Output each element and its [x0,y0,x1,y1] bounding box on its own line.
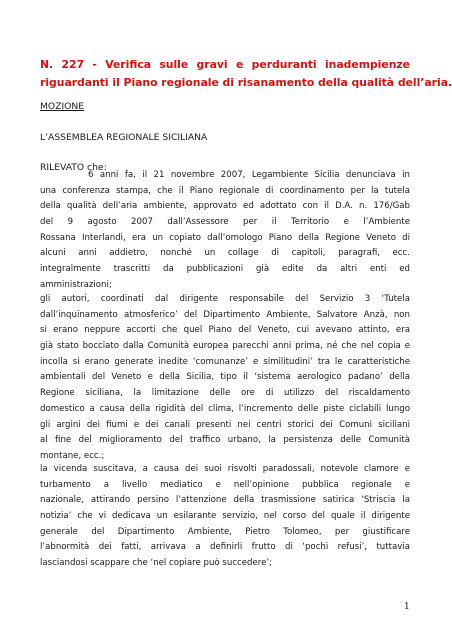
text-line: una conferenza stampa, che il Piano regionale di coordinamento per la tutela [40,185,410,196]
text-line: Regione siciliana, la limitazione delle ore di utilizzo del riscaldamento [40,388,410,399]
title-line: N. 227 - Verifica sulle gravi e perduranti inadempienze [40,58,410,71]
text-line: Rossana Interlandi, era un copiato dall’omologo Piano della Regione Veneto di [40,232,410,243]
text-line: generale del Dipartimento Ambiente, Pietro Tolomeo, per giustificare [40,526,410,537]
text-line: gli autori, coordinati dal dirigente responsabile del Servizio 3 ‘Tutela [40,294,410,304]
text-line: l’abnormità dei fatti, arrivava a definirli frutto di ‘pochi refusi’, tuttavia [40,542,410,553]
text-line: incolla si erano generate inedite ‘comunanze’ e similitudini’ tra le caratteristiche [40,356,410,367]
text-line: notizia’ che vi dedicava un esilarante servizio, nel corso del quale il dirigente [40,511,410,522]
text-line: 6 anni fa, il 21 novembre 2007, Legambiente Sicilia denunciava in [88,170,410,180]
text-line: alcuni anni addietro, nonché un collage di capitoli, paragrafi, ecc. [40,248,410,259]
text-line: si erano neppure accorti che quel Piano del Veneto, cui avevano attinto, era [40,325,410,336]
paragraph-legambiente [40,168,410,294]
text-line: già stato bocciato dalla Comunità europea parecchi anni prima, né che nel copia e [40,341,410,352]
text-line: integralmente trascritti da pubblicazioni già edite da altri enti ed [40,264,410,275]
text-line: dall’inquinamento atmosferico’ del Dipartimento Ambiente, Salvatore Anzà, non [40,309,410,320]
text-line: gli argini dei fiumi e dei canali presenti nei centri storici dei Comuni siciliani [40,419,410,430]
text-line: domestico a causa della rigidità del clima, l’incremento delle piste ciclabili lungo [40,403,410,414]
text-line: della qualità dell’aria ambiente, approvato ed adottato con il D.A. n. 176/Gab [40,201,410,212]
text-line: amministrazioni; [40,279,112,290]
text-line: ambientali del Veneto e della Sicilia, tipo il ‘sistema aerologico padano’ della [40,372,410,383]
paragraph-authors [40,292,410,465]
text-line: lasciandosi scappare che ‘nel copiare può succedere’; [40,558,273,569]
motion-title [40,56,452,92]
paragraph-media [40,462,410,572]
text-line: al fine del miglioramento del traffico urbano, la persistenza delle Comunità [40,435,410,446]
title-line: riguardanti il Piano regionale di risanamento della qualità dell’aria. [40,76,452,89]
text-line: turbamento a livello mediatico e nell’opinione pubblica regionale e [40,479,410,490]
text-line: montane, ecc.; [40,450,105,461]
rilevato-label: RILEVATO che: [40,162,107,173]
text-line: del 9 agosto 2007 dall’Assessore per il Territorio e l’Ambiente [40,217,410,228]
text-line: nazionale, attirando persino l’attenzione della trasmissione satirica ‘Striscia la [40,495,410,506]
text-line: la vicenda suscitava, a causa dei suoi risvolti paradossali, notevole clamore e [40,464,410,474]
motion-heading: MOZIONE [40,101,85,112]
assembly-name: L’ASSEMBLEA REGIONALE SICILIANA [40,132,208,143]
page-number: 1 [404,602,410,612]
